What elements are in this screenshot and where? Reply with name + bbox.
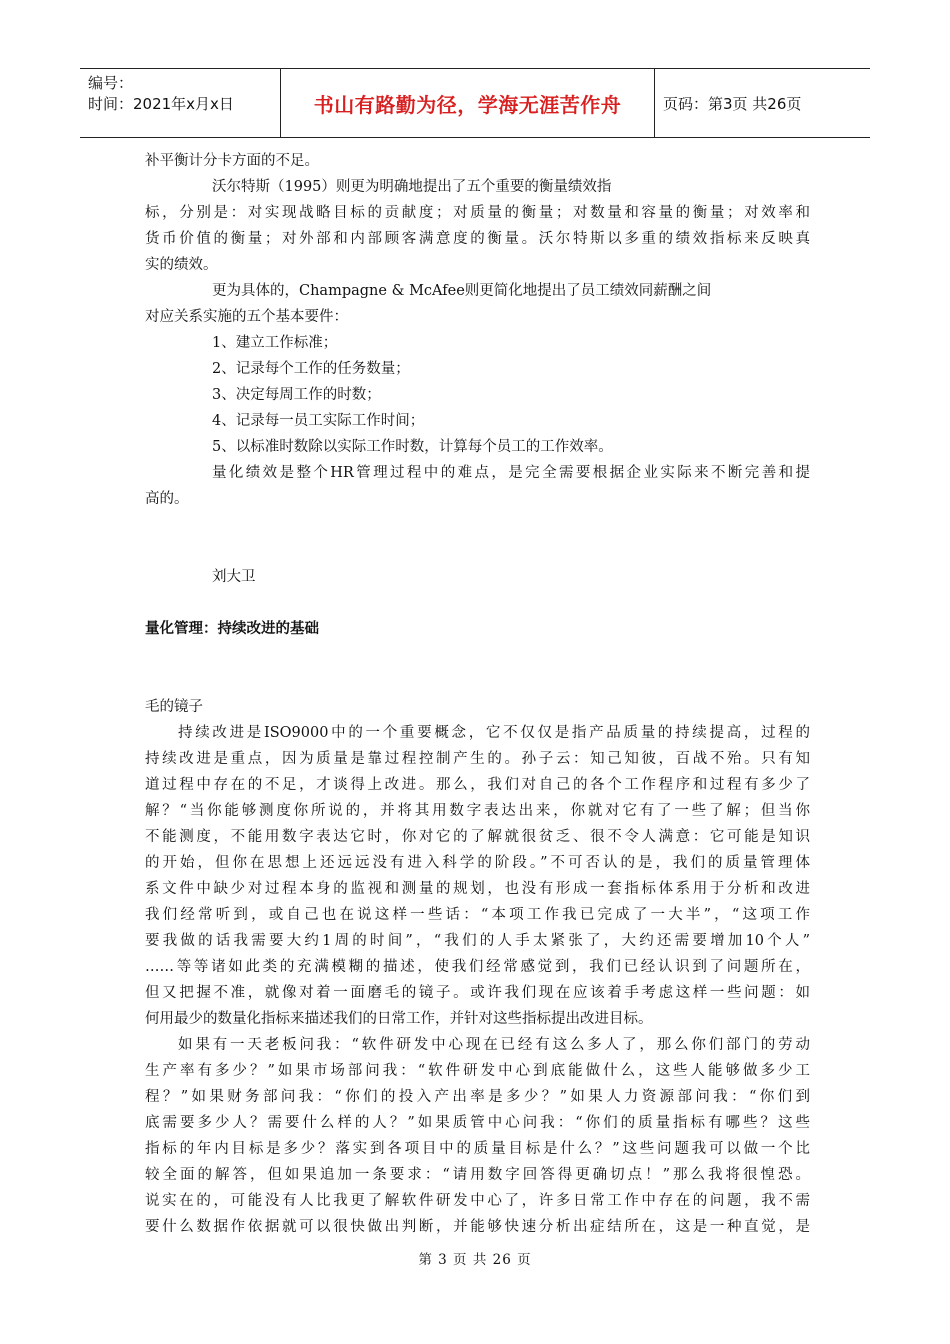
body-line: 货币价值的衡量；对外部和内部顾客满意度的衡量。沃尔特斯以多重的绩效指标来反映真 bbox=[145, 231, 810, 247]
page-footer: 第 3 页 共 26 页 bbox=[418, 1252, 532, 1268]
body-line: 补平衡计分卡方面的不足。 bbox=[145, 153, 319, 169]
author-name: 刘大卫 bbox=[212, 569, 256, 585]
body-line: 实的绩效。 bbox=[145, 257, 218, 273]
body-line: 底需要多少人？需要什么样的人？”如果质管中心问我：“你们的质量指标有哪些？这些 bbox=[145, 1115, 810, 1131]
list-item: 3、决定每周工作的时数； bbox=[212, 387, 381, 403]
body-line: 生产率有多少？”如果市场部问我：“软件研发中心到底能做什么，这些人能够做多少工 bbox=[145, 1063, 810, 1079]
body-line: 我们经常听到，或自己也在说这样一些话：“本项工作我已完成了一大半”，“这项工作 bbox=[145, 907, 810, 923]
body-line: 持续改进是ISO9000中的一个重要概念，它不仅仅是指产品质量的持续提高，过程的 bbox=[178, 725, 810, 741]
body-line: 沃尔特斯（1995）则更为明确地提出了五个重要的衡量绩效指 bbox=[212, 179, 612, 195]
body-line: 说实在的，可能没有人比我更了解软件研发中心了，许多日常工作中存在的问题，我不需 bbox=[145, 1193, 810, 1209]
header-page-number: 页码：第3页 共26页 bbox=[663, 94, 802, 113]
body-line: 高的。 bbox=[145, 491, 189, 507]
body-line: 程？”如果财务部问我：“你们的投入产出率是多少？”如果人力资源部问我：“你们到 bbox=[145, 1089, 810, 1105]
document-body bbox=[145, 148, 810, 1240]
document-number-label: 编号： bbox=[88, 74, 134, 92]
body-line: 标，分别是：对实现战略目标的贡献度；对质量的衡量；对数量和容量的衡量；对效率和 bbox=[145, 205, 810, 221]
body-line: 持续改进是重点，因为质量是靠过程控制产生的。孙子云：知己知彼，百战不殆。只有知 bbox=[145, 751, 810, 767]
header-meta bbox=[80, 69, 280, 137]
header-page-cell bbox=[655, 69, 870, 137]
list-item: 5、以标准时数除以实际工作时数，计算每个员工的工作效率。 bbox=[212, 439, 613, 455]
body-line: 较全面的解答，但如果追加一条要求：“请用数字回答得更确切点！”那么我将很惶恐。 bbox=[145, 1167, 810, 1183]
header-motto: 书山有路勤为径，学海无涯苦作舟 bbox=[313, 92, 622, 117]
body-line: 指标的年内目标是多少？落实到各项目中的质量目标是什么？”这些问题我可以做一个比 bbox=[145, 1141, 810, 1157]
body-line: 要我做的话我需要大约1周的时间”，“我们的人手太紧张了，大约还需要增加10个人” bbox=[145, 933, 810, 949]
body-line: 的开始，但你在思想上还远远没有进入科学的阶段。”不可否认的是，我们的质量管理体 bbox=[145, 855, 810, 871]
page-header bbox=[80, 68, 870, 138]
body-line: 系文件中缺少对过程本身的监视和测量的规划，也没有形成一套指标体系用于分析和改进 bbox=[145, 881, 810, 897]
body-line: 不能测度，不能用数字表达它时，你对它的了解就很贫乏、很不令人满意：它可能是知识 bbox=[145, 829, 810, 845]
body-line: 更为具体的，Champagne & McAfee则更简化地提出了员工绩效同薪酬之间 bbox=[212, 283, 712, 299]
list-item: 4、记录每一员工实际工作时间； bbox=[212, 413, 425, 429]
body-line: 但又把握不准，就像对着一面磨毛的镜子。或许我们现在应该着手考虑这样一些问题：如 bbox=[145, 985, 810, 1001]
body-line: 解？“当你能够测度你所说的，并将其用数字表达出来，你就对它有了一些了解；但当你 bbox=[145, 803, 810, 819]
body-line: 如果有一天老板问我：“软件研发中心现在已经有这么多人了，那么你们部门的劳动 bbox=[178, 1037, 810, 1053]
body-line: 道过程中存在的不足，才谈得上改进。那么，我们对自己的各个工作程序和过程有多少了 bbox=[145, 777, 810, 793]
body-line: 要什么数据作依据就可以很快做出判断，并能够快速分析出症结所在，这是一种直觉，是 bbox=[145, 1219, 810, 1235]
header-motto-cell bbox=[280, 69, 655, 137]
article-subtitle: 毛的镜子 bbox=[145, 699, 203, 715]
document-date-label: 时间：2021年x月x日 bbox=[88, 95, 234, 113]
list-item: 1、建立工作标准； bbox=[212, 335, 338, 351]
body-line: 量化绩效是整个HR管理过程中的难点，是完全需要根据企业实际来不断完善和提 bbox=[212, 465, 810, 481]
list-item: 2、记录每个工作的任务数量； bbox=[212, 361, 410, 377]
article-title: 量化管理：持续改进的基础 bbox=[145, 621, 319, 637]
body-line: 何用最少的数量化指标来描述我们的日常工作，并针对这些指标提出改进目标。 bbox=[145, 1011, 653, 1027]
body-line: 对应关系实施的五个基本要件： bbox=[145, 309, 348, 325]
body-line: ……等等诸如此类的充满模糊的描述，使我们经常感觉到，我们已经认识到了问题所在， bbox=[145, 959, 810, 975]
